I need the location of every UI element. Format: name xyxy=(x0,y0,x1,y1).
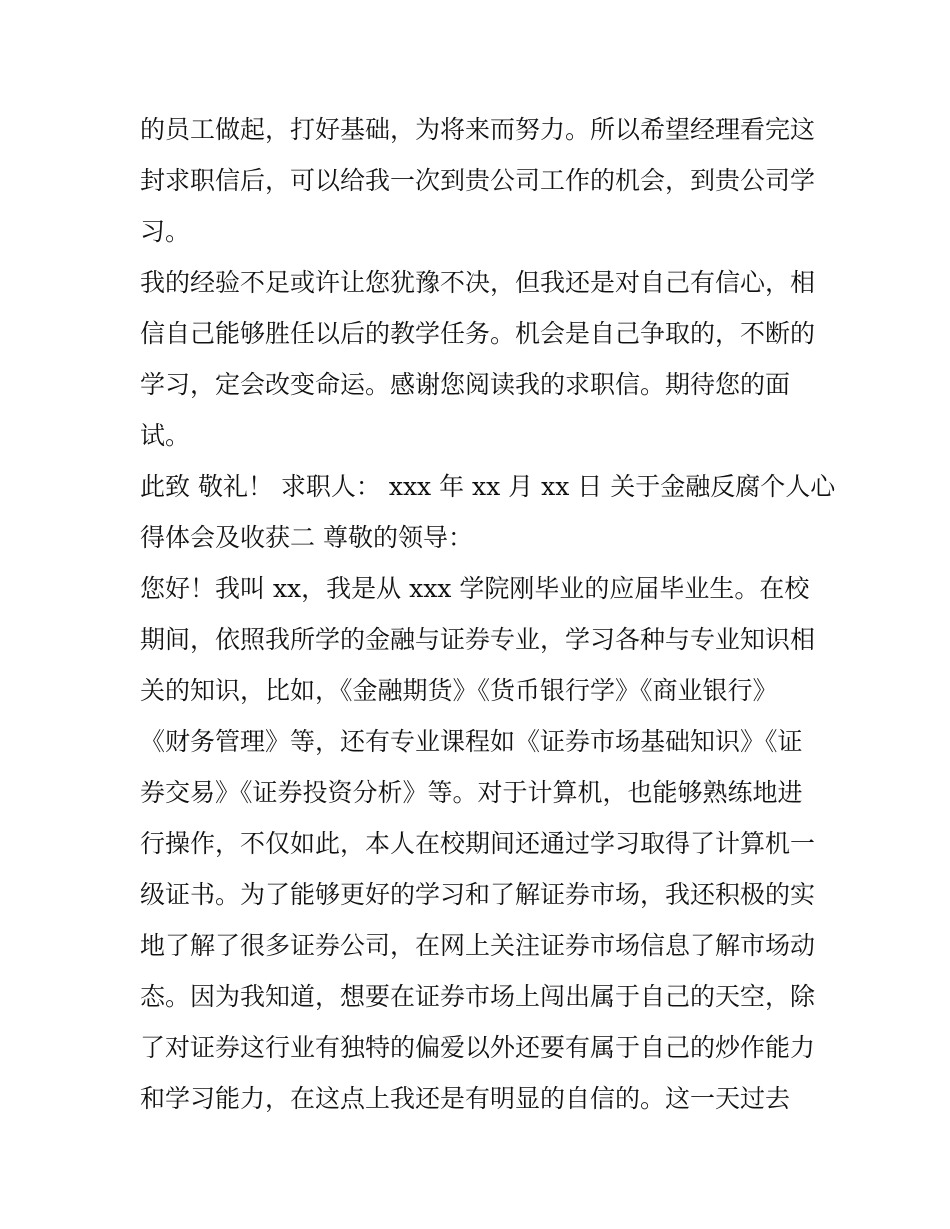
text-line: 的员工做起，打好基础，为将来而努力。所以希望经理看完这 xyxy=(140,115,816,144)
text-line: 态。因为我知道，想要在证券市场上闯出属于自己的天空，除 xyxy=(140,982,816,1011)
text-line: 试。 xyxy=(140,421,191,450)
text-line: 券交易》《证券投资分析》等。对于计算机，也能够熟练地进 xyxy=(140,778,803,807)
text-line: 《财务管理》等，还有专业课程如《证券市场基础知识》《证 xyxy=(140,727,803,756)
text-line: 和学习能力，在这点上我还是有明显的自信的。这一天过去 xyxy=(140,1084,791,1113)
text-line: 此致 敬礼！ 求职人： xxx 年 xx 月 xx 日 关于金融反腐个人心 xyxy=(140,472,836,501)
text-line: 期间，依照我所学的金融与证券专业，学习各种与专业知识相 xyxy=(140,625,816,654)
text-line: 关的知识，比如，《金融期货》《货币银行学》《商业银行》 xyxy=(140,676,778,705)
text-line: 您好！我叫 xx，我是从 xxx 学院刚毕业的应届毕业生。在校 xyxy=(140,574,810,603)
text-line: 学习，定会改变命运。感谢您阅读我的求职信。期待您的面 xyxy=(140,370,791,399)
text-line: 信自己能够胜任以后的教学任务。机会是自己争取的，不断的 xyxy=(140,319,816,348)
document-body xyxy=(140,104,836,1124)
text-line: 得体会及收获二 尊敬的领导： xyxy=(140,523,473,552)
text-line: 习。 xyxy=(140,217,191,246)
text-line: 了对证券这行业有独特的偏爱以外还要有属于自己的炒作能力 xyxy=(140,1033,816,1062)
text-line: 行操作，不仅如此，本人在校期间还通过学习取得了计算机一 xyxy=(140,829,816,858)
text-line: 地了解了很多证券公司，在网上关注证券市场信息了解市场动 xyxy=(140,931,816,960)
text-line: 级证书。为了能够更好的学习和了解证券市场，我还积极的实 xyxy=(140,880,816,909)
text-line: 封求职信后，可以给我一次到贵公司工作的机会，到贵公司学 xyxy=(140,166,816,195)
text-line: 我的经验不足或许让您犹豫不决，但我还是对自己有信心，相 xyxy=(140,268,816,297)
